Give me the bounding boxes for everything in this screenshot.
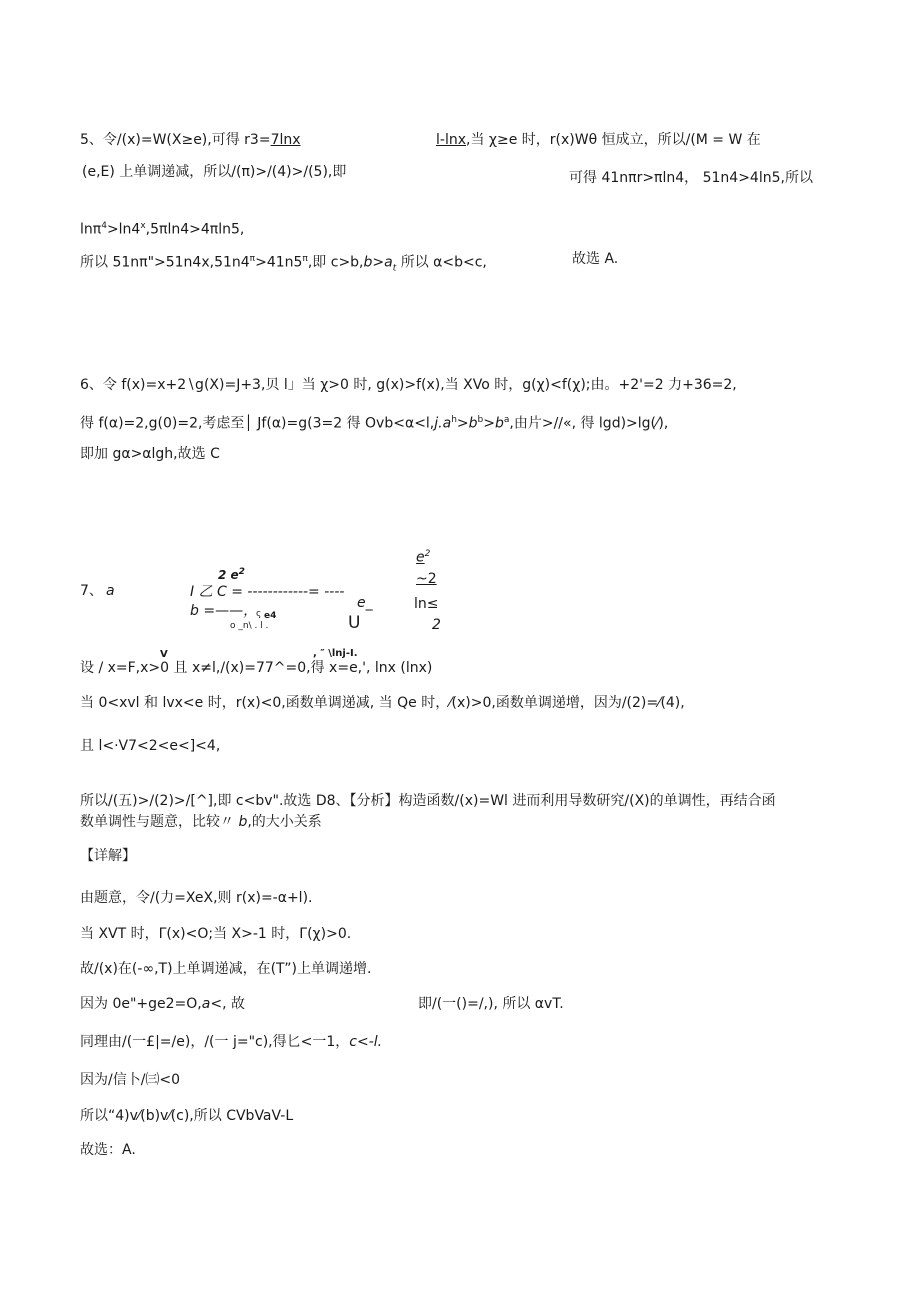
q5-line4 — [80, 250, 487, 277]
detail-line5 — [80, 1033, 382, 1051]
q5-line1-underlined: 7lnx — [270, 132, 301, 148]
detail-line3: 故/(x)在(-∞,T)上单调递减，在(T”)上单调递增. — [80, 961, 372, 977]
q5-line3-a: lnπ — [80, 221, 102, 238]
q5-line4-c: ,即 c>b, — [307, 254, 364, 271]
q7-right-ln: ln≤ — [414, 596, 439, 612]
q5-line4-e: 所以 α<b<c, — [396, 254, 487, 271]
q7-line3: 且 l<·V7<2<e<]<4, — [80, 738, 221, 754]
q7-two-e2-sup: 2 — [238, 567, 245, 577]
q7-equation-c: I 乙 C = ------------= ---- — [190, 584, 345, 600]
q6-line2-d: >b — [483, 415, 504, 432]
q5-line2-right: 可得 41nπr>πln4， 51n4>4ln5,所以 — [569, 170, 813, 186]
q5-answer: 故选 A. — [572, 251, 619, 267]
q5-line4-a: 所以 51nπ">51n4x,51n4 — [80, 254, 250, 271]
q7-number: 7、 — [80, 583, 103, 599]
detail-line2: 当 XVT 时，Γ(x)<O;当 X>-1 时，Γ(χ)>0. — [80, 926, 352, 942]
detail-line4-b: a — [201, 996, 211, 1012]
detail-line4-right: 即/(一()=/,), 所以 αvT. — [418, 996, 564, 1012]
q5-line4-sub: t — [392, 263, 397, 274]
q7-small-2: e4 — [264, 611, 277, 621]
q7-right-m2-text: ~2 — [416, 571, 437, 587]
detail-line4-c: <, 故 — [210, 996, 245, 1012]
q5-line1-right-text: ,当 χ≥e 时，r(x)Wθ 恒成立，所以/(M = W 在 — [466, 132, 761, 148]
q7-line5-c: ,的大小关系 — [247, 814, 322, 830]
q7-e-under: e_ — [357, 595, 373, 611]
q7-right-m2 — [416, 570, 437, 588]
q6-line2-b: j.a — [434, 415, 452, 432]
q5-line3-b: >ln4 — [106, 221, 141, 238]
q7-line5-b: b — [238, 814, 248, 830]
q5-line1 — [80, 131, 301, 149]
q7-clipped-text: o _n\ . l . — [230, 621, 269, 631]
q5-line1-right — [436, 131, 761, 149]
detail-line5-a: 同理由/(一£|=/e)，/(一 j="c),得匕<一1， — [80, 1034, 350, 1050]
q5-line3-c: ,5πln4>4πln5, — [145, 221, 245, 238]
q7-line2: 当 0<xvl 和 lvx<e 时，r(x)<0,函数单调递减, 当 Qe 时，⁄(x)>0,函数单调递增，因为/(2)=⁄(4), — [80, 695, 685, 711]
detail-line8: 故选：A. — [80, 1142, 136, 1158]
q6-line2 — [80, 411, 668, 433]
detail-line5-b: c<-l. — [349, 1034, 383, 1050]
detail-line7: 所以“4)v⁄(b)v⁄(c),所以 CVbVaV-L — [80, 1108, 294, 1124]
q7-u-symbol: U — [348, 613, 361, 633]
q7-line4: 所以/(五)>/(2)>/[^],即 c<bv".故选 D8、【分析】构造函数/(x)=Wl 进而利用导数研究/(X)的单调性，再结合函 — [80, 793, 776, 809]
q6-line2-sup3: a — [503, 415, 510, 425]
detail-line4 — [80, 995, 245, 1013]
detail-line1: 由题意，令/(力=XeX,则 r(x)=-α+l). — [80, 890, 313, 906]
q7-line5 — [80, 813, 322, 831]
q5-line1-text: 5、令/(x)=W(X≥e),可得 r3= — [80, 132, 271, 148]
q6-line2-c: >b — [456, 415, 478, 432]
q7-line1: 设 / x=F,x>0 且 x≠l,/(x)=77^=0,得 x=e,', lnx (lnx) — [80, 660, 433, 676]
q7-right-2: 2 — [432, 617, 441, 633]
q7-small-1: ς — [256, 609, 262, 619]
q7-right-e2-text: e — [416, 549, 425, 566]
q6-line1: 6、令 f(x)=x+2∖g(X)=J+3,贝 l」当 χ>0 时, g(x)>f(x),当 XVo 时，g(χ)<f(χ);由。+2'=2 力+36=2, — [80, 377, 737, 393]
q6-line2-a: 得 f(α)=2,g(0)=2,考虑至│ Jf(α)=g(3=2 得 Ovb<α<l, — [80, 415, 435, 432]
q5-line1-fraction-numerator: l-lnx — [436, 132, 466, 148]
q7-two-e2-text: 2 e — [218, 568, 239, 582]
q7-a: a — [106, 583, 115, 599]
detail-line4-a: 因为 0e"+ge2=O, — [80, 996, 202, 1012]
q7-equation-b: b =——， — [190, 603, 258, 619]
q5-line2: (e,E) 上单调递减，所以/(π)>/(4)>/(5),即 — [82, 164, 347, 180]
detail-header: 【详解】 — [80, 848, 136, 864]
q7-right-e2 — [416, 545, 430, 567]
q7-inj-mark: , ″ \lnj-I. — [313, 648, 358, 659]
q7-line5-a: 数单调性与题意，比较〃 — [80, 814, 239, 830]
detail-line6: 因为/信卜/㈢<0 — [80, 1072, 181, 1088]
q7-two-e2 — [218, 563, 245, 584]
q5-line4-sup2: π — [302, 254, 308, 264]
q6-line2-e: ,由片>//«, 得 lgd)>lg(⁄), — [509, 415, 669, 432]
q5-line3 — [80, 217, 244, 239]
q7-right-e2-sup: 2 — [424, 549, 431, 559]
q5-line4-sup: π — [249, 254, 256, 264]
q5-line4-d: b>a — [363, 254, 393, 271]
q6-line2-sup: h — [451, 415, 457, 425]
q7-v-mark: V — [160, 649, 168, 660]
q5-line3-sup: 4 — [101, 221, 107, 231]
q6-line3: 即加 gα>αlgh,故选 C — [80, 446, 220, 462]
q5-line4-b: >41n5 — [255, 254, 303, 271]
q5-line3-sup2: x — [140, 221, 146, 231]
q6-line2-sup2: b — [477, 415, 484, 425]
